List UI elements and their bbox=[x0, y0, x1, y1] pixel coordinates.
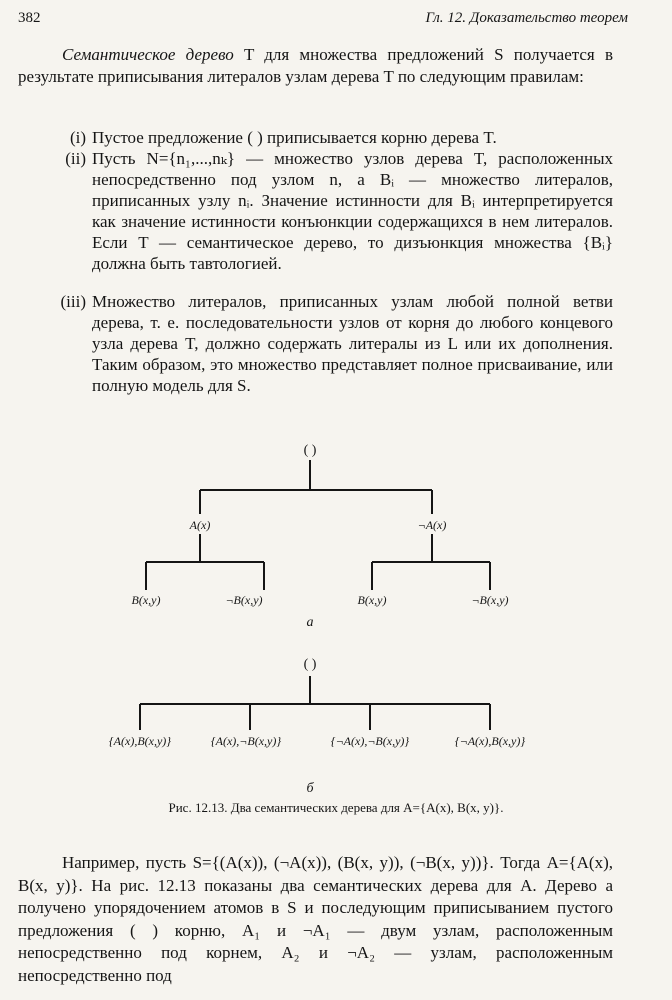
rule-text: Пустое предложение ( ) приписывается корню дерева T. bbox=[92, 128, 497, 147]
rule-text: Пусть N={n₁,...,nₖ} — множество узлов дерева T, расположенных непосредственно под узлом n, а Bᵢ — множество литералов, приписанных узлу nᵢ. Значение истинности для Bᵢ интерпретируется как значение истинности конъюнкции содержащихся в нем литералов. Если T — семантическое дерево, то дизъюнкция множества {Bᵢ} должна быть тавтологией. bbox=[92, 149, 613, 273]
intro-term: Семантическое дерево bbox=[62, 45, 234, 64]
semantic-trees-figure bbox=[0, 430, 672, 820]
tree-a-leaf: ¬B(x,y) bbox=[471, 593, 509, 607]
tree-a-label: a bbox=[306, 615, 314, 630]
page-header bbox=[18, 10, 628, 32]
tree-b-leaf: {¬A(x),¬B(x,y)} bbox=[330, 734, 410, 748]
tree-a-root: ( ) bbox=[303, 443, 317, 458]
tree-a-node-right: ¬A(x) bbox=[417, 518, 447, 532]
tree-b-edges bbox=[140, 676, 490, 730]
tree-b-label: б bbox=[306, 781, 314, 796]
figure-caption: Рис. 12.13. Два семантических дерева для A={A(x), B(x, y)}. bbox=[168, 800, 504, 815]
tree-b-leaf: {A(x),¬B(x,y)} bbox=[210, 734, 282, 748]
page-number: 382 bbox=[18, 10, 41, 26]
running-head: Гл. 12. Доказательство теорем bbox=[425, 10, 628, 26]
tree-a-leaf: B(x,y) bbox=[131, 593, 161, 607]
intro-text: T для множества предложений S получается в результате приписывания литералов узлам дерева T по следующим правилам: bbox=[18, 45, 613, 86]
tree-b-root: ( ) bbox=[303, 657, 317, 672]
example-paragraph: Например, пусть S={(A(x)), (¬A(x)), (B(x, y)), (¬B(x, y))}. Тогда A={A(x), B(x, y)}. На рис. 12.13 показаны два семантических дерева для A. Дерево a получено упорядочением атомов в S и последующим приписыванием пустого предложения ( ) корню, A₁ и ¬A₁ — двум узлам, расположенным непосредственно под корнем, A₂ и ¬A₂ — узлам, расположенным непосредственно под bbox=[18, 853, 613, 985]
tree-b-leaf: {¬A(x),B(x,y)} bbox=[454, 734, 526, 748]
tree-a-leaf: B(x,y) bbox=[357, 593, 387, 607]
intro-paragraph bbox=[18, 44, 613, 88]
rule-label: (iii) bbox=[60, 292, 86, 311]
rule-text: Множество литералов, приписанных узлам любой полной ветви дерева, т. е. последовательности узлов от корня до любого концевого узла дерева T, должно содержать литералы из L или их дополнения. Таким образом, это множество представляет полное присваивание, или полную модель для S. bbox=[92, 292, 613, 395]
tree-a-leaf: ¬B(x,y) bbox=[225, 593, 263, 607]
tree-a-node-left: A(x) bbox=[189, 518, 211, 532]
rule-label: (ii) bbox=[65, 149, 86, 168]
rule-label: (i) bbox=[69, 128, 86, 147]
tree-b-leaf: {A(x),B(x,y)} bbox=[108, 734, 172, 748]
